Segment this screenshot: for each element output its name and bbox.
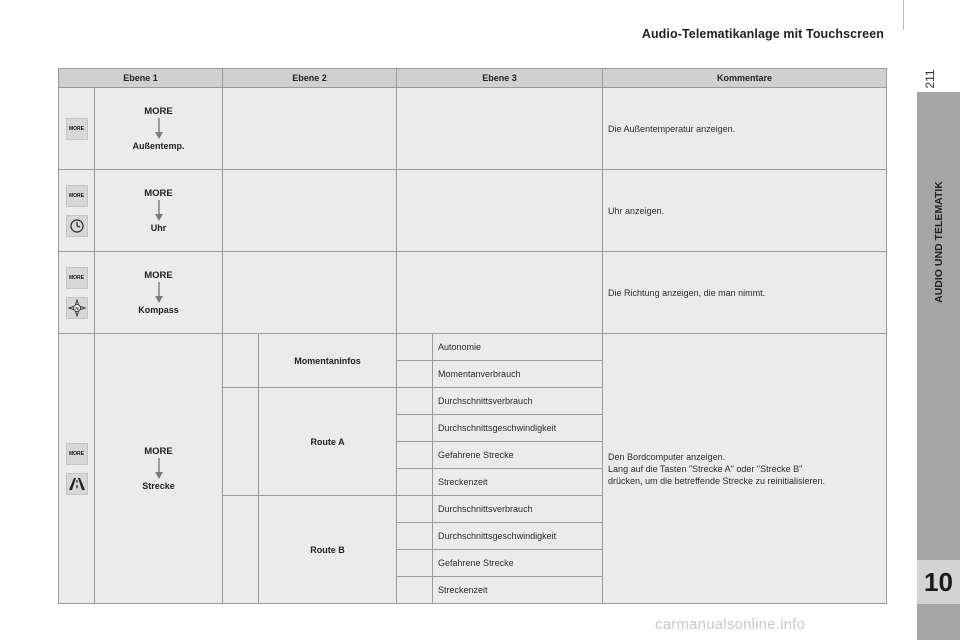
comment-cell: Die Richtung anzeigen, die man nimmt. [603,252,887,334]
table-row [59,88,887,170]
spacer-cell [397,577,433,604]
more-label: MORE [144,270,173,281]
arrow-down-icon [154,282,164,304]
spacer-cell [223,388,259,496]
level-2-label: Route A [259,388,397,496]
menu-table [58,68,887,604]
chapter-number: 10 [924,567,953,597]
menu-target: Außentemp. [132,141,185,151]
section-label: AUDIO UND TELEMATIK [933,181,945,303]
level-3-item: Durchschnittsverbrauch [433,388,603,415]
level-2-cell [223,252,397,334]
comment-line: drücken, um die betreffende Strecke zu reinitialisieren. [608,475,825,486]
page-number: 211 [923,69,937,89]
more-button-icon: MORE [66,267,88,289]
level-3-item: Gefahrene Strecke [433,550,603,577]
table-row [59,170,887,252]
level-3-item: Gefahrene Strecke [433,442,603,469]
more-label: MORE [144,106,173,117]
level-2-label: Momentaninfos [259,334,397,388]
comment-cell [603,334,887,604]
level-2-cell [223,170,397,252]
level-1-cell [95,88,223,170]
chapter-box [917,560,960,604]
spacer-cell [397,550,433,577]
table-row [59,334,887,361]
menu-target: Uhr [150,223,167,233]
more-button-icon: MORE [66,118,88,140]
more-button-icon: MORE [66,185,88,207]
level-3-cell [397,170,603,252]
spacer-cell [397,388,433,415]
arrow-down-icon [154,458,164,480]
page-title: Audio-Telematikanlage mit Touchscreen [641,27,884,41]
more-label: MORE [144,446,173,457]
comment-line: Lang auf die Tasten "Strecke A" oder "Strecke B" [608,463,803,474]
level-3-item: Durchschnittsgeschwindigkeit [433,415,603,442]
column-header-ebene-3: Ebene 3 [397,69,603,88]
spacer-cell [223,496,259,604]
compass-icon [66,297,88,319]
level-3-cell [397,88,603,170]
watermark: carmanualsonline.info [655,616,806,633]
arrow-down-icon [154,200,164,222]
column-header-kommentare: Kommentare [603,69,887,88]
spacer-cell [397,496,433,523]
menu-target: Strecke [142,481,175,491]
menu-target: Kompass [138,305,179,315]
table-header-row [59,69,887,88]
more-button-icon: MORE [66,443,88,465]
level-3-item: Durchschnittsverbrauch [433,496,603,523]
level-3-cell [397,252,603,334]
comment-cell: Uhr anzeigen. [603,170,887,252]
comment-cell: Die Außentemperatur anzeigen. [603,88,887,170]
spacer-cell [397,361,433,388]
level-3-item: Streckenzeit [433,577,603,604]
spacer-cell [397,523,433,550]
level-1-cell [95,252,223,334]
svg-text:N: N [74,305,79,311]
level-1-cell [95,334,223,604]
more-label: MORE [144,188,173,199]
level-3-item: Streckenzeit [433,469,603,496]
spacer-cell [397,415,433,442]
spacer-cell [223,334,259,388]
icon-cell [59,88,95,170]
icon-cell [59,170,95,252]
column-header-ebene-2: Ebene 2 [223,69,397,88]
level-3-item: Durchschnittsgeschwindigkeit [433,523,603,550]
arrow-down-icon [154,118,164,140]
icon-cell [59,252,95,334]
spacer-cell [397,442,433,469]
spacer-cell [397,334,433,361]
comment-line: Den Bordcomputer anzeigen. [608,451,726,462]
top-rule [903,0,904,30]
road-icon [66,473,88,495]
column-header-ebene-1: Ebene 1 [59,69,223,88]
level-1-cell [95,170,223,252]
level-2-label: Route B [259,496,397,604]
level-3-item: Momentanverbrauch [433,361,603,388]
icon-cell [59,334,95,604]
level-3-item: Autonomie [433,334,603,361]
section-tab [917,92,960,640]
spacer-cell [397,469,433,496]
table-row [59,252,887,334]
clock-icon [66,215,88,237]
level-2-cell [223,88,397,170]
